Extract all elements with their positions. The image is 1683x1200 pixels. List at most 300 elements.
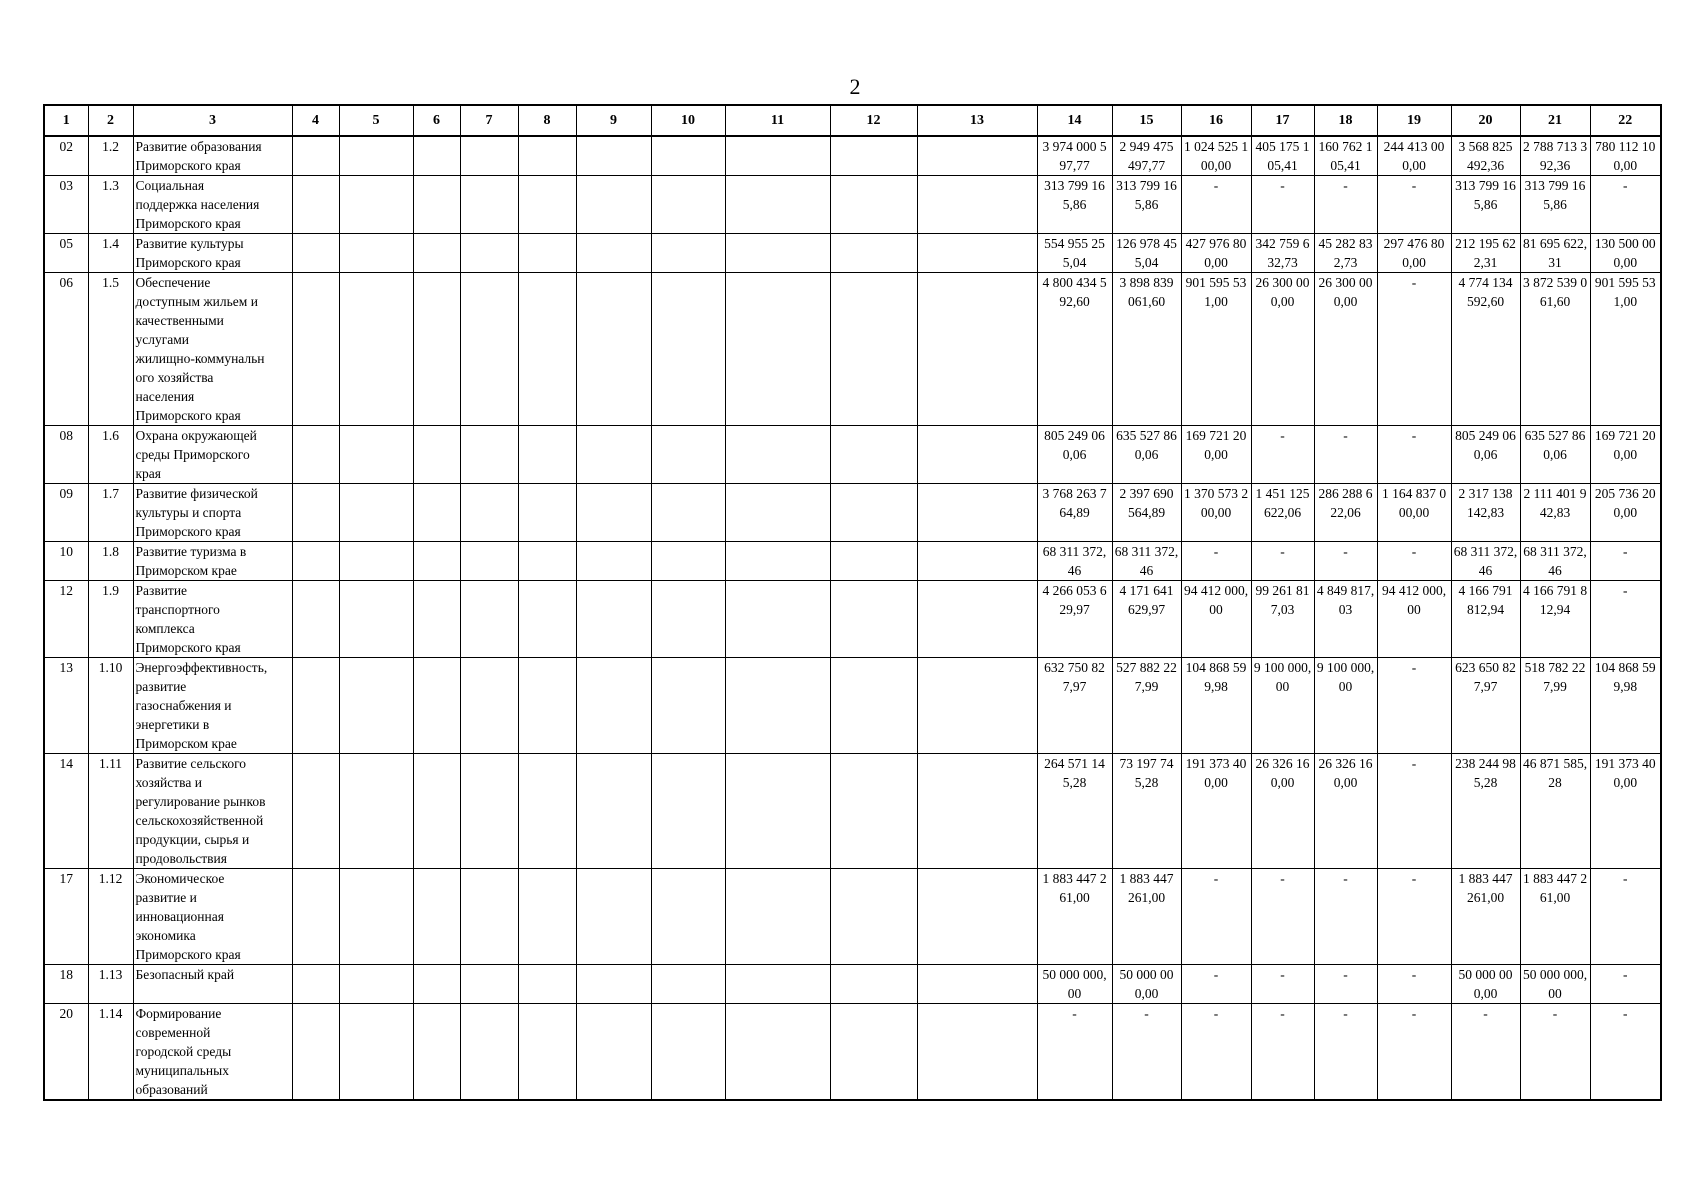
amount-cell-16: 104 868 599,98 (1181, 658, 1251, 754)
amount-cell-17: - (1251, 176, 1314, 234)
empty-cell (576, 542, 651, 581)
empty-cell (339, 658, 413, 754)
empty-cell (576, 176, 651, 234)
amount-cell-16: - (1181, 965, 1251, 1004)
amount-cell-22: - (1590, 176, 1661, 234)
amount-cell-20: 50 000 000,00 (1451, 965, 1520, 1004)
amount-cell-20: 3 568 825 492,36 (1451, 136, 1520, 176)
column-header: 7 (460, 105, 518, 136)
table-row (44, 1004, 1661, 1101)
amount-cell-15: 73 197 745,28 (1112, 754, 1181, 869)
program-name: Охрана окружающей среды Приморского края (133, 426, 292, 484)
amount-cell-18: - (1314, 965, 1377, 1004)
table-row (44, 176, 1661, 234)
amount-cell-16: 1 024 525 100,00 (1181, 136, 1251, 176)
amount-cell-22: - (1590, 869, 1661, 965)
amount-cell-18: 26 300 000,00 (1314, 273, 1377, 426)
amount-cell-22: 169 721 200,00 (1590, 426, 1661, 484)
empty-cell (339, 176, 413, 234)
amount-cell-16: 191 373 400,00 (1181, 754, 1251, 869)
budget-table (43, 104, 1662, 1101)
amount-cell-22: 205 736 200,00 (1590, 484, 1661, 542)
amount-cell-20: 805 249 060,06 (1451, 426, 1520, 484)
amount-cell-19: - (1377, 273, 1451, 426)
column-header: 4 (292, 105, 339, 136)
amount-cell-19: - (1377, 658, 1451, 754)
empty-cell (651, 542, 725, 581)
empty-cell (830, 484, 917, 542)
empty-cell (518, 542, 576, 581)
amount-cell-17: 26 300 000,00 (1251, 273, 1314, 426)
table-row (44, 869, 1661, 965)
program-name: Формирование современной городской среды муниципальных образований (133, 1004, 292, 1101)
empty-cell (460, 136, 518, 176)
amount-cell-16: - (1181, 542, 1251, 581)
column-header: 20 (1451, 105, 1520, 136)
amount-cell-21: 2 111 401 942,83 (1520, 484, 1590, 542)
empty-cell (339, 426, 413, 484)
amount-cell-22: - (1590, 965, 1661, 1004)
amount-cell-14: 264 571 145,28 (1037, 754, 1112, 869)
amount-cell-17: 99 261 817,03 (1251, 581, 1314, 658)
empty-cell (413, 273, 460, 426)
amount-cell-16: - (1181, 176, 1251, 234)
amount-cell-20: - (1451, 1004, 1520, 1101)
empty-cell (460, 658, 518, 754)
empty-cell (830, 176, 917, 234)
amount-cell-14: 3 768 263 764,89 (1037, 484, 1112, 542)
empty-cell (460, 273, 518, 426)
amount-cell-14: 554 955 255,04 (1037, 234, 1112, 273)
amount-cell-18: 45 282 832,73 (1314, 234, 1377, 273)
row-number: 1.8 (88, 542, 133, 581)
amount-cell-14: 50 000 000,00 (1037, 965, 1112, 1004)
amount-cell-16: 1 370 573 200,00 (1181, 484, 1251, 542)
empty-cell (339, 1004, 413, 1101)
column-header: 6 (413, 105, 460, 136)
empty-cell (830, 869, 917, 965)
empty-cell (651, 234, 725, 273)
empty-cell (830, 581, 917, 658)
empty-cell (725, 136, 830, 176)
row-code: 03 (44, 176, 88, 234)
amount-cell-20: 313 799 165,86 (1451, 176, 1520, 234)
amount-cell-18: - (1314, 1004, 1377, 1101)
amount-cell-22: 191 373 400,00 (1590, 754, 1661, 869)
empty-cell (518, 658, 576, 754)
row-code: 20 (44, 1004, 88, 1101)
amount-cell-15: 68 311 372,46 (1112, 542, 1181, 581)
empty-cell (830, 542, 917, 581)
empty-cell (576, 1004, 651, 1101)
program-name: Безопасный край (133, 965, 292, 1004)
row-number: 1.7 (88, 484, 133, 542)
row-number: 1.2 (88, 136, 133, 176)
program-name: Развитие культуры Приморского края (133, 234, 292, 273)
amount-cell-17: 342 759 632,73 (1251, 234, 1314, 273)
empty-cell (651, 426, 725, 484)
program-name: Развитие образования Приморского края (133, 136, 292, 176)
amount-cell-18: 286 288 622,06 (1314, 484, 1377, 542)
amount-cell-18: - (1314, 176, 1377, 234)
row-code: 14 (44, 754, 88, 869)
empty-cell (460, 426, 518, 484)
empty-cell (725, 426, 830, 484)
empty-cell (830, 426, 917, 484)
amount-cell-21: 635 527 860,06 (1520, 426, 1590, 484)
column-header: 2 (88, 105, 133, 136)
empty-cell (460, 754, 518, 869)
empty-cell (651, 484, 725, 542)
table-row (44, 658, 1661, 754)
row-code: 13 (44, 658, 88, 754)
amount-cell-14: 68 311 372,46 (1037, 542, 1112, 581)
amount-cell-16: 94 412 000,00 (1181, 581, 1251, 658)
column-header: 21 (1520, 105, 1590, 136)
empty-cell (830, 658, 917, 754)
empty-cell (413, 542, 460, 581)
amount-cell-14: 313 799 165,86 (1037, 176, 1112, 234)
amount-cell-14: 1 883 447 261,00 (1037, 869, 1112, 965)
amount-cell-21: 518 782 227,99 (1520, 658, 1590, 754)
program-name: Обеспечение доступным жильем и качественными услугами жилищно-коммунальн ого хозяйства населения Приморского края (133, 273, 292, 426)
amount-cell-16: 901 595 531,00 (1181, 273, 1251, 426)
amount-cell-15: 126 978 455,04 (1112, 234, 1181, 273)
amount-cell-19: - (1377, 542, 1451, 581)
column-header: 1 (44, 105, 88, 136)
amount-cell-18: - (1314, 869, 1377, 965)
empty-cell (576, 754, 651, 869)
empty-cell (413, 965, 460, 1004)
amount-cell-17: 1 451 125 622,06 (1251, 484, 1314, 542)
amount-cell-16: 169 721 200,00 (1181, 426, 1251, 484)
amount-cell-22: 104 868 599,98 (1590, 658, 1661, 754)
empty-cell (651, 754, 725, 869)
column-header: 18 (1314, 105, 1377, 136)
row-number: 1.10 (88, 658, 133, 754)
empty-cell (917, 965, 1037, 1004)
table-row (44, 426, 1661, 484)
amount-cell-15: 2 949 475 497,77 (1112, 136, 1181, 176)
amount-cell-19: 297 476 800,00 (1377, 234, 1451, 273)
empty-cell (339, 273, 413, 426)
row-number: 1.5 (88, 273, 133, 426)
column-header: 22 (1590, 105, 1661, 136)
amount-cell-14: 4 800 434 592,60 (1037, 273, 1112, 426)
empty-cell (576, 869, 651, 965)
empty-cell (830, 1004, 917, 1101)
empty-cell (917, 581, 1037, 658)
amount-cell-15: - (1112, 1004, 1181, 1101)
amount-cell-16: - (1181, 1004, 1251, 1101)
column-header: 11 (725, 105, 830, 136)
empty-cell (292, 965, 339, 1004)
amount-cell-19: - (1377, 754, 1451, 869)
column-header: 13 (917, 105, 1037, 136)
column-header: 19 (1377, 105, 1451, 136)
empty-cell (518, 426, 576, 484)
row-code: 02 (44, 136, 88, 176)
empty-cell (725, 754, 830, 869)
row-code: 12 (44, 581, 88, 658)
row-code: 05 (44, 234, 88, 273)
empty-cell (292, 581, 339, 658)
empty-cell (339, 581, 413, 658)
amount-cell-17: - (1251, 542, 1314, 581)
table-row (44, 484, 1661, 542)
empty-cell (725, 658, 830, 754)
amount-cell-18: 26 326 160,00 (1314, 754, 1377, 869)
empty-cell (460, 869, 518, 965)
empty-cell (917, 426, 1037, 484)
column-header: 14 (1037, 105, 1112, 136)
amount-cell-21: 2 788 713 392,36 (1520, 136, 1590, 176)
program-name: Развитие транспортного комплекса Приморского края (133, 581, 292, 658)
empty-cell (917, 273, 1037, 426)
table-header-row (44, 105, 1661, 136)
empty-cell (518, 869, 576, 965)
row-number: 1.4 (88, 234, 133, 273)
empty-cell (460, 176, 518, 234)
empty-cell (651, 869, 725, 965)
empty-cell (339, 542, 413, 581)
row-number: 1.13 (88, 965, 133, 1004)
empty-cell (518, 581, 576, 658)
column-header: 5 (339, 105, 413, 136)
amount-cell-19: 1 164 837 000,00 (1377, 484, 1451, 542)
amount-cell-18: 4 849 817,03 (1314, 581, 1377, 658)
empty-cell (725, 1004, 830, 1101)
empty-cell (725, 965, 830, 1004)
empty-cell (518, 484, 576, 542)
column-header: 12 (830, 105, 917, 136)
empty-cell (518, 754, 576, 869)
amount-cell-18: 160 762 105,41 (1314, 136, 1377, 176)
empty-cell (917, 658, 1037, 754)
amount-cell-19: - (1377, 965, 1451, 1004)
empty-cell (292, 1004, 339, 1101)
empty-cell (651, 273, 725, 426)
amount-cell-15: 2 397 690 564,89 (1112, 484, 1181, 542)
empty-cell (725, 869, 830, 965)
amount-cell-22: - (1590, 581, 1661, 658)
empty-cell (651, 1004, 725, 1101)
amount-cell-22: - (1590, 542, 1661, 581)
amount-cell-14: - (1037, 1004, 1112, 1101)
column-header: 8 (518, 105, 576, 136)
amount-cell-20: 1 883 447 261,00 (1451, 869, 1520, 965)
empty-cell (339, 484, 413, 542)
column-header: 16 (1181, 105, 1251, 136)
column-header: 10 (651, 105, 725, 136)
empty-cell (292, 176, 339, 234)
empty-cell (518, 273, 576, 426)
empty-cell (651, 658, 725, 754)
program-name: Развитие сельского хозяйства и регулирование рынков сельскохозяйственной продукции, сырья и продовольствия (133, 754, 292, 869)
empty-cell (292, 234, 339, 273)
empty-cell (830, 754, 917, 869)
amount-cell-22: 901 595 531,00 (1590, 273, 1661, 426)
amount-cell-17: 26 326 160,00 (1251, 754, 1314, 869)
amount-cell-18: 9 100 000,00 (1314, 658, 1377, 754)
empty-cell (576, 136, 651, 176)
amount-cell-22: - (1590, 1004, 1661, 1101)
amount-cell-20: 68 311 372,46 (1451, 542, 1520, 581)
column-header: 9 (576, 105, 651, 136)
empty-cell (292, 658, 339, 754)
amount-cell-14: 805 249 060,06 (1037, 426, 1112, 484)
amount-cell-14: 4 266 053 629,97 (1037, 581, 1112, 658)
empty-cell (725, 234, 830, 273)
empty-cell (917, 754, 1037, 869)
empty-cell (576, 658, 651, 754)
amount-cell-14: 632 750 827,97 (1037, 658, 1112, 754)
empty-cell (725, 542, 830, 581)
amount-cell-17: 405 175 105,41 (1251, 136, 1314, 176)
row-code: 10 (44, 542, 88, 581)
row-number: 1.6 (88, 426, 133, 484)
empty-cell (339, 754, 413, 869)
empty-cell (830, 136, 917, 176)
row-code: 17 (44, 869, 88, 965)
column-header: 3 (133, 105, 292, 136)
amount-cell-20: 623 650 827,97 (1451, 658, 1520, 754)
row-code: 06 (44, 273, 88, 426)
program-name: Энергоэффективность, развитие газоснабжения и энергетики в Приморском крае (133, 658, 292, 754)
empty-cell (518, 965, 576, 1004)
table-row (44, 136, 1661, 176)
amount-cell-21: 313 799 165,86 (1520, 176, 1590, 234)
amount-cell-17: - (1251, 965, 1314, 1004)
amount-cell-19: - (1377, 869, 1451, 965)
amount-cell-15: 4 171 641 629,97 (1112, 581, 1181, 658)
empty-cell (292, 273, 339, 426)
empty-cell (830, 273, 917, 426)
amount-cell-20: 212 195 622,31 (1451, 234, 1520, 273)
empty-cell (518, 176, 576, 234)
table-row (44, 234, 1661, 273)
empty-cell (576, 484, 651, 542)
empty-cell (413, 176, 460, 234)
empty-cell (917, 869, 1037, 965)
amount-cell-19: - (1377, 426, 1451, 484)
empty-cell (518, 136, 576, 176)
empty-cell (518, 1004, 576, 1101)
amount-cell-15: 1 883 447 261,00 (1112, 869, 1181, 965)
amount-cell-15: 635 527 860,06 (1112, 426, 1181, 484)
empty-cell (413, 136, 460, 176)
amount-cell-18: - (1314, 426, 1377, 484)
amount-cell-15: 50 000 000,00 (1112, 965, 1181, 1004)
amount-cell-19: - (1377, 1004, 1451, 1101)
amount-cell-19: 244 413 000,00 (1377, 136, 1451, 176)
amount-cell-16: - (1181, 869, 1251, 965)
amount-cell-21: 1 883 447 261,00 (1520, 869, 1590, 965)
empty-cell (576, 426, 651, 484)
amount-cell-14: 3 974 000 597,77 (1037, 136, 1112, 176)
table-row (44, 542, 1661, 581)
amount-cell-15: 313 799 165,86 (1112, 176, 1181, 234)
amount-cell-22: 780 112 100,00 (1590, 136, 1661, 176)
empty-cell (651, 176, 725, 234)
row-code: 18 (44, 965, 88, 1004)
amount-cell-21: 4 166 791 812,94 (1520, 581, 1590, 658)
empty-cell (460, 965, 518, 1004)
empty-cell (339, 234, 413, 273)
row-number: 1.3 (88, 176, 133, 234)
amount-cell-19: 94 412 000,00 (1377, 581, 1451, 658)
empty-cell (917, 1004, 1037, 1101)
amount-cell-15: 3 898 839 061,60 (1112, 273, 1181, 426)
empty-cell (917, 136, 1037, 176)
empty-cell (651, 581, 725, 658)
empty-cell (725, 484, 830, 542)
empty-cell (576, 965, 651, 1004)
program-name: Социальная поддержка населения Приморского края (133, 176, 292, 234)
empty-cell (413, 754, 460, 869)
empty-cell (917, 484, 1037, 542)
empty-cell (460, 581, 518, 658)
amount-cell-20: 4 166 791 812,94 (1451, 581, 1520, 658)
row-number: 1.11 (88, 754, 133, 869)
column-header: 17 (1251, 105, 1314, 136)
table-row (44, 273, 1661, 426)
empty-cell (576, 234, 651, 273)
program-name: Экономическое развитие и инновационная экономика Приморского края (133, 869, 292, 965)
empty-cell (576, 273, 651, 426)
amount-cell-21: - (1520, 1004, 1590, 1101)
amount-cell-22: 130 500 000,00 (1590, 234, 1661, 273)
empty-cell (917, 176, 1037, 234)
empty-cell (917, 234, 1037, 273)
amount-cell-17: - (1251, 426, 1314, 484)
empty-cell (413, 234, 460, 273)
empty-cell (292, 542, 339, 581)
row-number: 1.12 (88, 869, 133, 965)
empty-cell (576, 581, 651, 658)
empty-cell (413, 426, 460, 484)
amount-cell-21: 81 695 622,31 (1520, 234, 1590, 273)
empty-cell (413, 484, 460, 542)
amount-cell-15: 527 882 227,99 (1112, 658, 1181, 754)
amount-cell-17: - (1251, 869, 1314, 965)
empty-cell (518, 234, 576, 273)
table-row (44, 965, 1661, 1004)
amount-cell-21: 68 311 372,46 (1520, 542, 1590, 581)
program-name: Развитие туризма в Приморском крае (133, 542, 292, 581)
empty-cell (413, 658, 460, 754)
empty-cell (413, 1004, 460, 1101)
amount-cell-19: - (1377, 176, 1451, 234)
empty-cell (292, 136, 339, 176)
empty-cell (339, 869, 413, 965)
empty-cell (725, 273, 830, 426)
row-code: 09 (44, 484, 88, 542)
amount-cell-16: 427 976 800,00 (1181, 234, 1251, 273)
empty-cell (725, 581, 830, 658)
empty-cell (460, 484, 518, 542)
amount-cell-21: 46 871 585,28 (1520, 754, 1590, 869)
amount-cell-18: - (1314, 542, 1377, 581)
page-number: 2 (849, 74, 861, 99)
empty-cell (651, 136, 725, 176)
empty-cell (460, 542, 518, 581)
column-header: 15 (1112, 105, 1181, 136)
amount-cell-21: 3 872 539 061,60 (1520, 273, 1590, 426)
empty-cell (339, 136, 413, 176)
row-code: 08 (44, 426, 88, 484)
amount-cell-20: 238 244 985,28 (1451, 754, 1520, 869)
